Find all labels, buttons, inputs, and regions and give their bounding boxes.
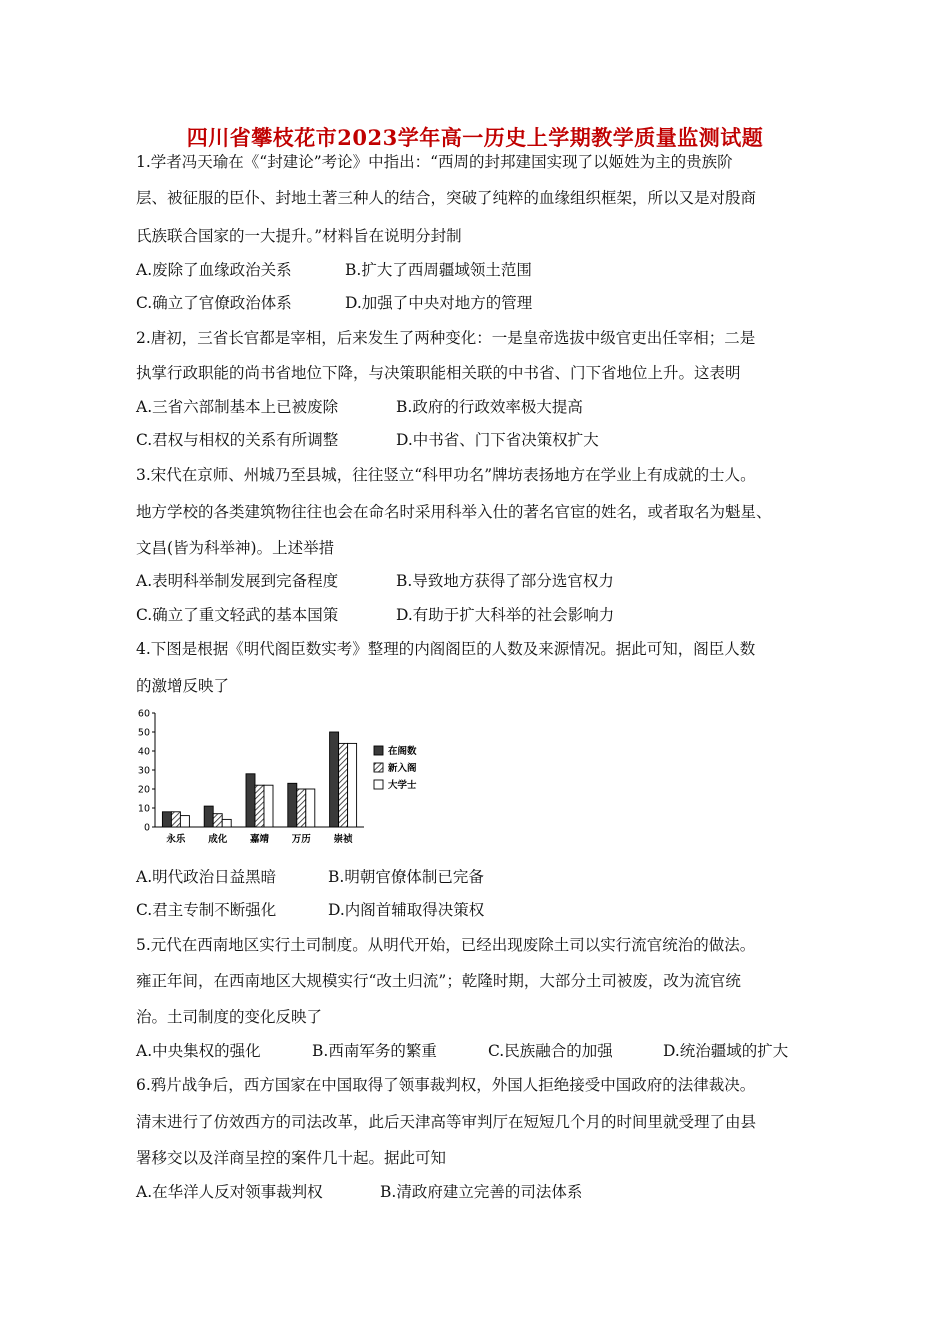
q4-option-b: B.明朝官僚体制已完备 xyxy=(328,868,484,886)
q5-option-b: B.西南军务的繁重 xyxy=(312,1042,437,1060)
y-tick-label: 30 xyxy=(137,765,150,777)
q1-option-a: A.废除了血缘政治关系 xyxy=(136,261,292,279)
q2-line-2: 执掌行政职能的尚书省地位下降，与决策职能相关联的中书省、门下省地位上升。这表明 xyxy=(136,364,741,382)
q5-option-c: C.民族融合的加强 xyxy=(488,1042,613,1060)
y-tick-label: 60 xyxy=(137,708,150,720)
legend-swatch xyxy=(374,763,383,772)
bar-3-4 xyxy=(306,789,315,827)
q5-line-3: 治。土司制度的变化反映了 xyxy=(136,1008,323,1026)
bar-3-5 xyxy=(348,743,357,827)
legend-swatch xyxy=(374,780,383,789)
q2-line-1: 2.唐初，三省长官都是宰相，后来发生了两种变化：一是皇帝选拔中级官吏出任宰相；二是 xyxy=(136,329,756,347)
q4-option-a: A.明代政治日益黑暗 xyxy=(136,868,277,886)
q4-line-2: 的激增反映了 xyxy=(136,677,230,695)
bar-1-4 xyxy=(288,783,297,827)
q3-line-3: 文昌(皆为科举神)。上述举措 xyxy=(136,539,335,557)
q5-option-d: D.统治疆域的扩大 xyxy=(663,1042,789,1060)
q5-option-a: A.中央集权的强化 xyxy=(136,1042,261,1060)
q1-option-c: C.确立了官僚政治体系 xyxy=(136,294,292,312)
q6-line-1: 6.鸦片战争后，西方国家在中国取得了领事裁判权，外国人拒绝接受中国政府的法律裁决。 xyxy=(136,1076,756,1094)
y-tick-label: 0 xyxy=(143,822,150,834)
bar-2-1 xyxy=(171,812,180,827)
bar-1-2 xyxy=(204,806,213,827)
cabinet-minister-bar-chart xyxy=(128,705,428,850)
q5-line-2: 雍正年间，在西南地区大规模实行“改土归流”；乾隆时期，大部分土司被废，改为流官统 xyxy=(136,972,741,990)
x-tick-label: 崇祯 xyxy=(333,834,353,845)
q3-line-1: 3.宋代在京师、州城乃至县城，往往竖立“科甲功名”牌坊表扬地方在学业上有成就的士人。 xyxy=(136,466,756,484)
bar-2-3 xyxy=(255,785,264,827)
bar-2-5 xyxy=(339,743,348,827)
y-tick-label: 40 xyxy=(137,746,150,758)
legend-label: 大学士 xyxy=(388,780,417,791)
q2-option-d: D.中书省、门下省决策权扩大 xyxy=(396,431,599,449)
bar-1-5 xyxy=(330,732,339,827)
q2-option-a: A.三省六部制基本上已被废除 xyxy=(136,398,339,416)
y-tick-label: 50 xyxy=(137,727,150,739)
x-tick-label: 万历 xyxy=(291,834,311,845)
y-tick-label: 10 xyxy=(137,803,150,815)
q4-option-d: D.内阁首辅取得决策权 xyxy=(328,901,485,919)
legend-label: 在阁数 xyxy=(388,746,417,757)
q5-line-1: 5.元代在西南地区实行土司制度。从明代开始，已经出现废除土司以实行流官统治的做法。 xyxy=(136,936,756,954)
q1-option-b: B.扩大了西周疆域领土范围 xyxy=(345,261,532,279)
q1-line-2: 层、被征服的臣仆、封地土著三种人的结合，突破了纯粹的血缘组织框架，所以又是对殷商 xyxy=(136,189,757,207)
bar-3-3 xyxy=(264,785,273,827)
q6-option-b: B.清政府建立完善的司法体系 xyxy=(380,1183,583,1201)
legend-swatch xyxy=(374,746,383,755)
q3-option-b: B.导致地方获得了部分选官权力 xyxy=(396,572,614,590)
q3-option-a: A.表明科举制发展到完备程度 xyxy=(136,572,339,590)
bar-1-3 xyxy=(246,774,255,827)
legend-label: 新入阁 xyxy=(388,763,417,774)
q3-option-c: C.确立了重文轻武的基本国策 xyxy=(136,606,339,624)
bar-3-1 xyxy=(180,816,189,827)
x-tick-label: 嘉靖 xyxy=(249,834,270,845)
document-title: 四川省攀枝花市2023学年高一历史上学期教学质量监测试题 xyxy=(186,125,764,150)
q1-option-d: D.加强了中央对地方的管理 xyxy=(345,294,533,312)
q6-line-2: 清末进行了仿效西方的司法改革，此后天津高等审判厅在短短几个月的时间里就受理了由县 xyxy=(136,1113,757,1131)
q1-line-1: 1.学者冯天瑜在《“封建论”考论》中指出：“西周的封邦建国实现了以姬姓为主的贵族阶 xyxy=(136,153,733,171)
x-tick-label: 成化 xyxy=(208,834,228,845)
bar-3-2 xyxy=(222,819,231,827)
y-tick-label: 20 xyxy=(137,784,150,796)
q2-option-b: B.政府的行政效率极大提高 xyxy=(396,398,583,416)
q3-option-d: D.有助于扩大科举的社会影响力 xyxy=(396,606,615,624)
bar-2-2 xyxy=(213,814,222,827)
bar-2-4 xyxy=(297,789,306,827)
q4-line-1: 4.下图是根据《明代阁臣数实考》整理的内阁阁臣的人数及来源情况。据此可知，阁臣人数 xyxy=(136,640,756,658)
q1-line-3: 氏族联合国家的一大提升。”材料旨在说明分封制 xyxy=(136,227,462,245)
q6-option-a: A.在华洋人反对领事裁判权 xyxy=(136,1183,323,1201)
q3-line-2: 地方学校的各类建筑物往往也会在命名时采用科举入仕的著名官宦的姓名，或者取名为魁星、 xyxy=(136,503,772,521)
q6-line-3: 署移交以及洋商呈控的案件几十起。据此可知 xyxy=(136,1149,447,1167)
q4-option-c: C.君主专制不断强化 xyxy=(136,901,277,919)
bar-1-1 xyxy=(162,812,171,827)
q2-option-c: C.君权与相权的关系有所调整 xyxy=(136,431,339,449)
x-tick-label: 永乐 xyxy=(166,834,186,845)
